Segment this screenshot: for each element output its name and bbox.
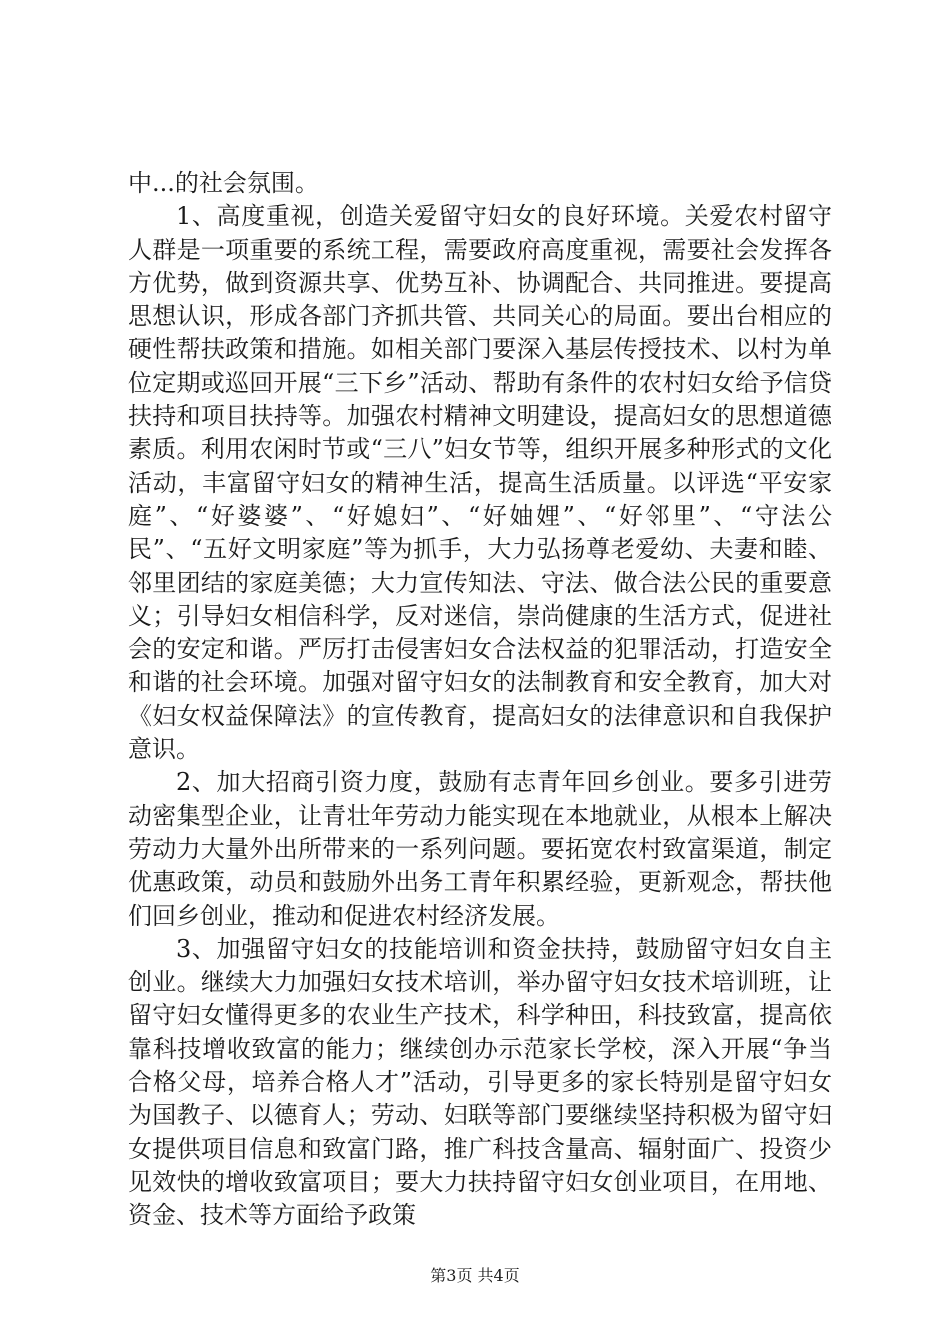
paragraph-2: 2、加大招商引资力度，鼓励有志青年回乡创业。要多引进劳动密集型企业，让青壮年劳动力能实现在本地就业，从根本上解决劳动力大量外出所带来的一系列问题。要拓宽农村致富渠道，制定优惠政策，动员和鼓励外出务工青年积累经验，更新观念，帮扶他们回乡创业，推动和促进农村经济发展。 <box>128 768 832 930</box>
page-footer <box>0 1266 950 1286</box>
paragraph-3: 3、加强留守妇女的技能培训和资金扶持，鼓励留守妇女自主创业。继续大力加强妇女技术培训，举办留守妇女技术培训班，让留守妇女懂得更多的农业生产技术，科学种田，科技致富，提高依靠科技增收致富的能力；继续创办示范家长学校，深入开展“争当合格父母，培养合格人才”活动，引导更多的家长特别是留守妇女为国教子、以德育人；劳动、妇联等部门要继续坚持积极为留守妇女提供项目信息和致富门路，推广科技含量高、辐射面广、投资少见效快的增收致富项目；要大力扶持留守妇女创业项目，在用地、资金、技术等方面给予政策 <box>128 934 832 1230</box>
page-number: 第3页 共4页 <box>430 1266 520 1285</box>
document-body <box>128 167 832 1233</box>
paragraph-intro-fragment: 中...的社会氛围。 <box>128 169 319 197</box>
paragraph-1: 1、高度重视，创造关爱留守妇女的良好环境。关爱农村留守人群是一项重要的系统工程，需要政府高度重视，需要社会发挥各方优势，做到资源共享、优势互补、协调配合、共同推进。要提高思想认识，形成各部门齐抓共管、共同关心的局面。要出台相应的硬性帮扶政策和措施。如相关部门要深入基层传授技术、以村为单位定期或巡回开展“三下乡”活动、帮助有条件的农村妇女给予信贷扶持和项目扶持等。加强农村精神文明建设，提高妇女的思想道德素质。利用农闲时节或“三八”妇女节等，组织开展多种形式的文化活动，丰富留守妇女的精神生活，提高生活质量。以评选“平安家庭”、“好婆婆”、“好媳妇”、“好妯娌”、“好邻里”、“守法公民”、“五好文明家庭”等为抓手，大力弘扬尊老爱幼、夫妻和睦、邻里团结的家庭美德；大力宣传知法、守法、做合法公民的重要意义；引导妇女相信科学，反对迷信，崇尚健康的生活方式，促进社会的安定和谐。严厉打击侵害妇女合法权益的犯罪活动，打造安全和谐的社会环境。加强对留守妇女的法制教育和安全教育，加大对《妇女权益保障法》的宣传教育，提高妇女的法律意识和自我保护意识。 <box>128 202 832 764</box>
